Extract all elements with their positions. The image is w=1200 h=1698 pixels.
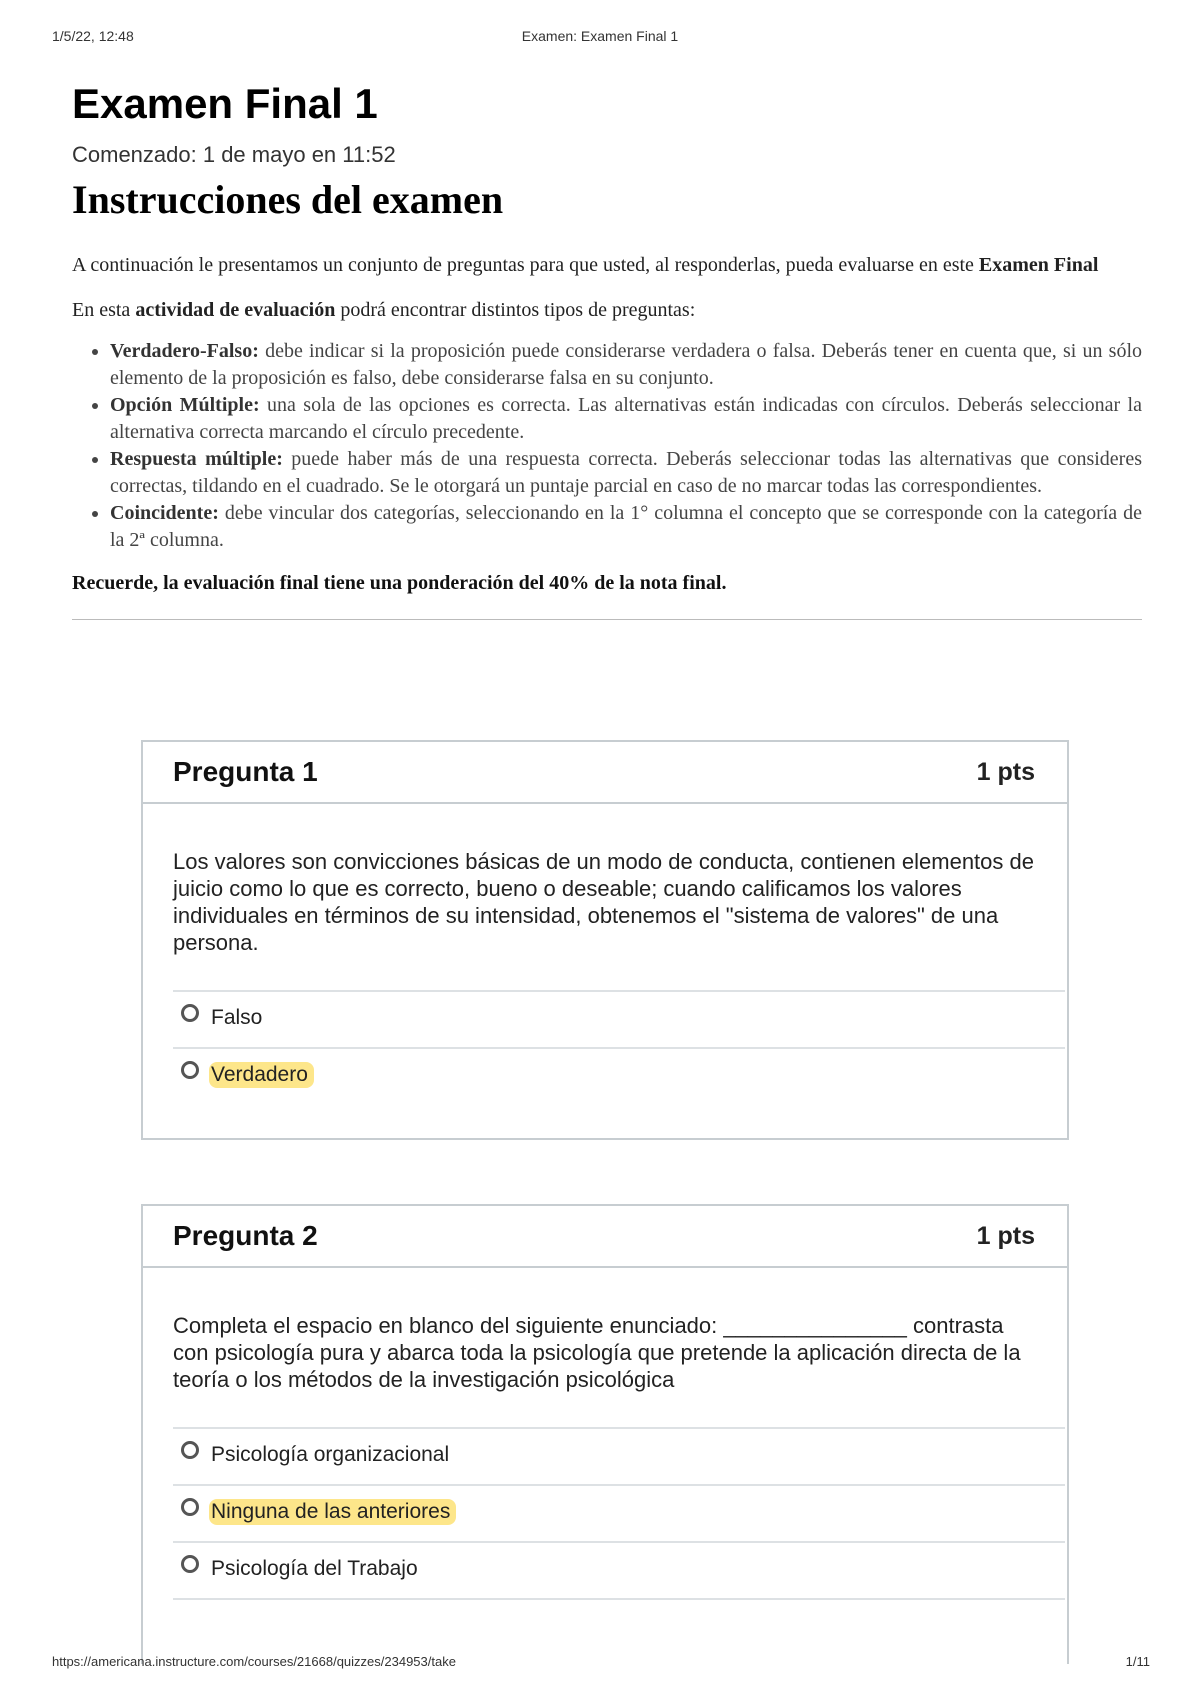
reminder-note: Recuerde, la evaluación final tiene una ponderación del 40% de la nota final. (72, 572, 727, 594)
list-item (110, 500, 1142, 554)
answer-label-highlighted: Verdadero (209, 1062, 314, 1088)
print-footer (0, 1654, 1200, 1674)
exam-content (72, 78, 1142, 620)
question-types-list (72, 338, 1142, 554)
list-item (110, 338, 1142, 392)
answer-option[interactable] (173, 1541, 1065, 1600)
lead-text-b: podrá encontrar distintos tipos de preguntas: (335, 299, 696, 321)
answer-label: Psicología organizacional (211, 1443, 450, 1466)
answer-option[interactable] (173, 1047, 1065, 1104)
answer-list (173, 990, 1065, 1104)
question-points: 1 pts (976, 758, 1035, 786)
print-title: Examen: Examen Final 1 (521, 28, 679, 44)
instructions-intro (72, 252, 1142, 279)
list-item (110, 392, 1142, 446)
started-timestamp: Comenzado: 1 de mayo en 11:52 (72, 142, 396, 167)
print-header (0, 28, 1200, 48)
question-title: Pregunta 1 (173, 756, 318, 787)
lead-text-a: En esta (72, 299, 136, 321)
answer-option[interactable] (173, 1484, 1065, 1541)
question-card-1 (141, 740, 1069, 1140)
print-url: https://americana.instructure.com/courses/21668/quizzes/234953/take (52, 1654, 456, 1669)
question-text: Los valores son convicciones básicas de un modo de conducta, contienen elementos de juicio como lo que es correcto, bueno o deseable; cuando calificamos los valores individuales en términos de su intensidad, obtenemos el "sistema de valores" de una persona. (173, 849, 1034, 955)
question-header (143, 742, 1067, 804)
answer-label: Psicología del Trabajo (211, 1557, 418, 1580)
radio-button[interactable] (181, 1498, 199, 1516)
page-title: Examen Final 1 (72, 80, 378, 127)
intro-text: A continuación le presentamos un conjunto de preguntas para que usted, al responderlas, pueda evaluarse en este (72, 254, 979, 276)
type-desc: debe indicar si la proposición puede considerarse verdadera o falsa. Deberás tener en cuenta que, si un sólo elemento de la proposición es falso, debe considerarse falsa en su conjunto. (110, 340, 1142, 389)
answer-option[interactable] (173, 1427, 1065, 1484)
print-date: 1/5/22, 12:48 (52, 28, 134, 44)
answer-label-highlighted: Ninguna de las anteriores (209, 1499, 456, 1525)
instructions-lead (72, 297, 1142, 324)
lead-bold: actividad de evaluación (135, 299, 336, 321)
page-number: 1/11 (1125, 1654, 1150, 1669)
question-text: Completa el espacio en blanco del siguiente enunciado: _______________ contrasta con psicología pura y abarca toda la psicología que pretende la aplicación directa de la teoría o los métodos de la investigación psicológica (173, 1313, 1021, 1392)
instructions-title: Instrucciones del examen (72, 177, 504, 222)
answer-label: Falso (211, 1006, 263, 1029)
question-card-2 (141, 1204, 1069, 1664)
type-desc: debe vincular dos categorías, seleccionando en la 1° columna el concepto que se corresponde con la categoría de la 2ª columna. (110, 502, 1142, 551)
question-points: 1 pts (976, 1222, 1035, 1250)
list-item (110, 446, 1142, 500)
type-desc: puede haber más de una respuesta correcta. Deberás seleccionar todas las alternativas que consideres correctas, tildando en el cuadrado. Se le otorgará un puntaje parcial en caso de no marcar todas las correspondientes. (110, 448, 1142, 497)
question-header (143, 1206, 1067, 1268)
question-title: Pregunta 2 (173, 1220, 318, 1251)
divider (72, 619, 1142, 620)
radio-button[interactable] (181, 1555, 199, 1573)
radio-button[interactable] (181, 1441, 199, 1459)
radio-button[interactable] (181, 1061, 199, 1079)
radio-button[interactable] (181, 1004, 199, 1022)
type-name: Respuesta múltiple: (110, 448, 283, 470)
type-name: Coincidente: (110, 502, 219, 524)
answer-option[interactable] (173, 990, 1065, 1047)
type-desc: una sola de las opciones es correcta. Las alternativas están indicadas con círculos. Deberás seleccionar la alternativa correcta marcando el círculo precedente. (110, 394, 1142, 443)
intro-bold: Examen Final (978, 254, 1099, 276)
type-name: Opción Múltiple: (110, 394, 260, 416)
type-name: Verdadero-Falso: (110, 340, 259, 362)
answer-list (173, 1427, 1065, 1600)
